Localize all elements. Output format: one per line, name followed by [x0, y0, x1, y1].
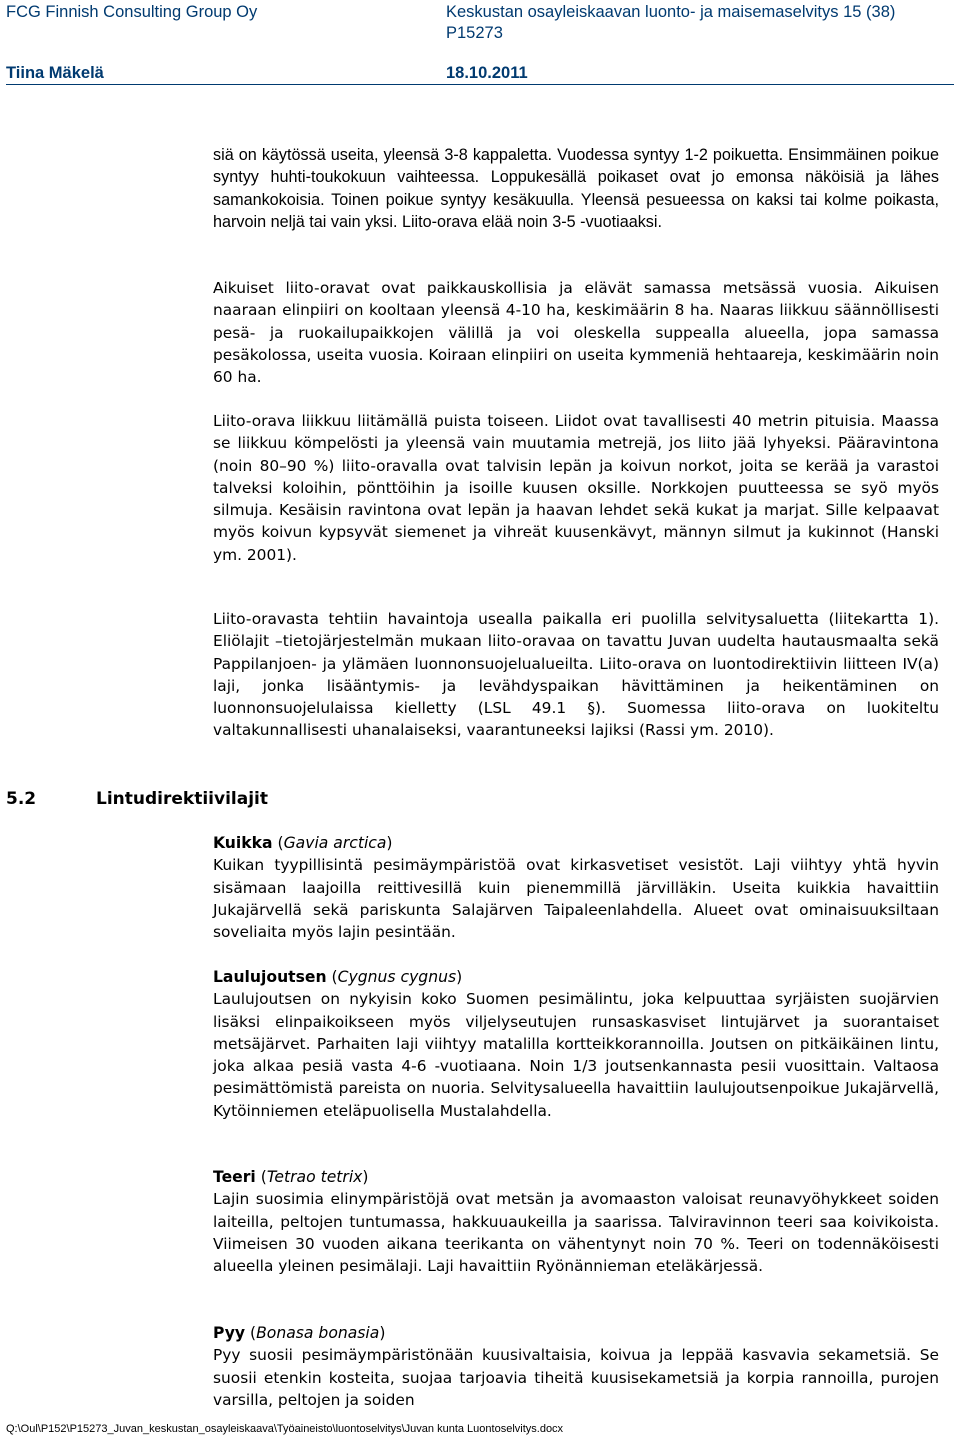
author-name: Tiina Mäkelä — [6, 64, 104, 82]
species-name: Laulujoutsen — [213, 968, 327, 986]
file-path-footer: Q:\Oul\P152\P15273_Juvan_keskustan_osayleiskaava\Työaineisto\luontoselvitys\Juvan kunta Luontoselvitys.docx — [6, 1423, 564, 1435]
paragraph: siä on käytössä useita, yleensä 3-8 kappaletta. Vuodessa syntyy 1-2 poikuetta. Ensimmäinen poikue syntyy huhti-toukokuun vaihteessa. Loppukesällä poikaset ovat jo emonsa näköisiä ja lähes samankokoisia. Toinen poikue syntyy kesäkuulla. Yleensä pesueessa on kaksi tai kolme poikasta, harvoin neljä tai vain yksi. Liito-orava elää noin 3-5 -vuotiaaksi. — [213, 146, 939, 231]
species-latin-name: Tetrao tetrix — [266, 1168, 363, 1186]
species-name: Pyy — [213, 1324, 246, 1342]
species-heading: Kuikka (Gavia arctica) — [213, 834, 393, 852]
section-heading — [6, 788, 268, 810]
species-latin-name: Cygnus cygnus — [337, 968, 457, 986]
species-description: Lajin suosimia elinympäristöjä ovat metsän ja avomaaston valoisat reunavyöhykkeet soiden laiteilla, peltojen tuntumassa, hakkuuaukeilla ja saarissa. Talviravinnon teeri saa koivikoista. Viimeisen 30 vuoden aikana teerikanta on vähentynyt noin 70 %. Teeri on todennäköisesti alueella yleinen pesimälaji. Laji havaittiin Ryönännieman eteläkärjessä. — [213, 1190, 939, 1276]
species-entry — [213, 1322, 939, 1411]
species-description: Kuikan tyypillisintä pesimäympäristöä ovat kirkasvetiset vesistöt. Laji viihtyy yhtä hyvin sisämaan laajoilla reittivesillä kuin pienemmillä järvilläkin. Useita kuikkia havaittiin Jukajärvellä sekä pariskunta Salajärven Taipaleenlahdella. Alueet ovat ominaisuuksiltaan soveliaita myös lajin pesintään. — [213, 856, 939, 942]
section-number: 5.2 — [6, 789, 37, 809]
species-description: Pyy suosii pesimäympäristönään kuusivaltaisia, koivua ja leppää kasvavia sekametsiä. Se suosii etenkin kosteita, suojaa tarjoavia tiheitä kuusisekametsiä ja korpia rannoilla, purojen varsilla, peltojen ja soiden — [213, 1346, 939, 1409]
species-heading: Laulujoutsen (Cygnus cygnus) — [213, 968, 463, 986]
document-date: 18.10.2011 — [446, 64, 528, 82]
species-name: Teeri — [213, 1168, 256, 1186]
project-number: P15273 — [446, 24, 503, 42]
species-entry — [213, 832, 939, 943]
header-divider — [6, 84, 954, 85]
species-heading: Pyy (Bonasa bonasia) — [213, 1324, 386, 1342]
species-entry — [213, 966, 939, 1122]
document-title: Keskustan osayleiskaavan luonto- ja maisemaselvitys 15 (38) — [446, 3, 896, 21]
paragraph: Liito-orava liikkuu liitämällä puista toiseen. Liidot ovat tavallisesti 40 metrin pituisia. Maassa se liikkuu kömpelösti ja yleensä vain muutamia metrejä, jos liito jää lyhyeksi. Pääravintona (noin 80–90 %) liito-oravalla ovat talvisin lepän ja koivun norkot, joita se kerää ja varastoi talveksi koloihin, pönttöihin ja isoille kuusen oksille. Norkkojen puutteessa se syö myös silmuja. Kesäisin ravintona ovat lepän ja haavan lehdet sekä kukat ja marjat. Sille kelpaavat myös koivun kypsyvät siemenet ja vihreät kuusenkävyt, männyn silmut ja kukinnot (Hanski ym. 2001). — [213, 412, 939, 564]
species-name: Kuikka — [213, 834, 273, 852]
species-description: Laulujoutsen on nykyisin koko Suomen pesimälintu, joka kelpuuttaa syrjäisten suojärvien lisäksi elinpaikoikseen myös viljelyseutujen runsaskasviset lintujärvet ja suorantaiset metsäjärvet. Parhaiten laji viihtyy matalilla kortteikkorannoilla. Joutsen on pitkäikäinen lintu, joka alkaa pesiä vasta 4-6 -vuotiaana. Noin 1/3 joutsenkannasta pesii vuosittain. Valtaosa pesimättömistä pareista on nuoria. Selvitysalueella havaittiin laulujoutsenpoikue Jukajärvellä, Kytöinniemen eteläpuolisella Mustalahdella. — [213, 990, 939, 1120]
section-title: Lintudirektiivilajit — [96, 789, 268, 809]
company-name: FCG Finnish Consulting Group Oy — [6, 3, 258, 21]
species-latin-name: Bonasa bonasia — [256, 1324, 380, 1342]
species-latin-name: Gavia arctica — [283, 834, 387, 852]
species-entry — [213, 1166, 939, 1277]
paragraph: Aikuiset liito-oravat ovat paikkauskollisia ja elävät samassa metsässä vuosia. Aikuisen naaraan elinpiiri on kooltaan yleensä 4-10 ha, keskimäärin 8 ha. Naaras liikkuu säännöllisesti pesä- ja ruokailupaikkojen välillä ja voi oleskella suppealla alueella, jopa samassa pesäkolossa, useita vuosia. Koiraan elinpiiri on useita kymmeniä hehtaareja, keskimäärin noin 60 ha. — [213, 279, 939, 387]
species-heading: Teeri (Tetrao tetrix) — [213, 1168, 369, 1186]
paragraph: Liito-oravasta tehtiin havaintoja usealla paikalla eri puolilla selvitysaluetta (liitekartta 1). Eliölajit –tietojärjestelmän mukaan liito-oravaa on tavattu Juvan uudelta hautausmaalta sekä Pappilanjoen- ja ylämäen luonnonsuojelualueilta. Liito-orava on luontodirektiivin liitteen IV(a) laji, jonka lisääntymis- ja levähdyspaikan hävittäminen ja heikentäminen on luonnonsuojelulaissa kielletty (LSL 49.1 §). Suomessa liito-orava on luokiteltu valtakunnallisesti uhanalaiseksi, vaarantuneeksi lajiksi (Rassi ym. 2010). — [213, 610, 939, 740]
page-header — [6, 0, 954, 84]
